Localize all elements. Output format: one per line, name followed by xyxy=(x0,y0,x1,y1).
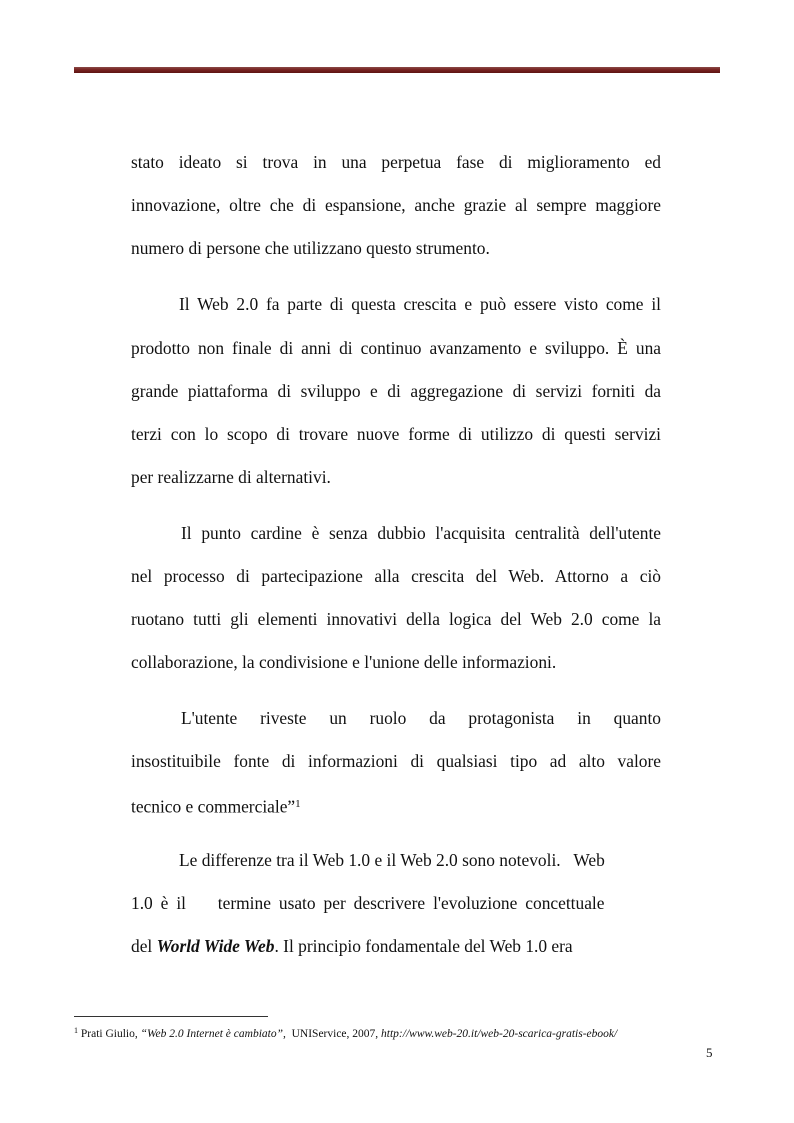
text-line: prodotto non finale di anni di continuo avanzamento e sviluppo. È una xyxy=(131,338,661,358)
footnote-publisher: UNIService, 2007, xyxy=(285,1028,382,1040)
footnote-separator xyxy=(74,1016,268,1017)
text-line: numero di persone che utilizzano questo strumento. xyxy=(131,238,490,258)
footnote-url[interactable]: http://www.web-20.it/web-20-scarica-gratis-ebook/ xyxy=(381,1028,618,1040)
header-rule xyxy=(74,67,720,73)
text-line: Il Web 2.0 fa parte di questa crescita e può essere visto come il xyxy=(179,294,661,314)
text-line: stato ideato si trova in una perpetua fase di miglioramento ed xyxy=(131,152,661,172)
text-line: 1.0 è il termine usato per descrivere l'evoluzione concettuale xyxy=(131,893,605,913)
text-line: grande piattaforma di sviluppo e di aggregazione di servizi forniti da xyxy=(131,381,661,401)
text-line: terzi con lo scopo di trovare nuove forme di utilizzo di questi servizi xyxy=(131,424,661,444)
text-line xyxy=(131,935,661,957)
footnote-author: Prati Giulio, xyxy=(80,1028,141,1040)
text-line: insostituibile fonte di informazioni di qualsiasi tipo ad alto valore xyxy=(131,751,661,771)
page-number: 5 xyxy=(706,1045,713,1060)
text-line: Le differenze tra il Web 1.0 e il Web 2.0 sono notevoli. Web xyxy=(179,850,605,870)
footnote-title: “Web 2.0 Internet è cambiato”, xyxy=(140,1028,286,1040)
text-line: per realizzarne di alternativi. xyxy=(131,467,331,487)
footnote-reference[interactable]: 1 xyxy=(295,798,301,810)
text-line: innovazione, oltre che di espansione, anche grazie al sempre maggiore xyxy=(131,195,661,215)
text-line: nel processo di partecipazione alla crescita del Web. Attorno a ciò xyxy=(131,566,661,586)
footnote-number: 1 xyxy=(74,1026,78,1035)
text-line: Il punto cardine è senza dubbio l'acquisita centralità dell'utente xyxy=(181,523,661,543)
emphasis-world-wide-web: World Wide Web xyxy=(156,936,275,956)
last-line-suffix: . Il principio fondamentale del Web 1.0 era xyxy=(274,936,573,956)
text-line xyxy=(131,793,661,818)
last-line-prefix: del xyxy=(131,936,157,956)
text-line: L'utente riveste un ruolo da protagonista in quanto xyxy=(181,708,661,728)
quote-end: tecnico e commerciale” xyxy=(131,796,296,817)
text-line: ruotano tutti gli elementi innovativi della logica del Web 2.0 come la xyxy=(131,609,661,629)
footnote xyxy=(74,1024,734,1041)
text-line: collaborazione, la condivisione e l'unione delle informazioni. xyxy=(131,652,557,672)
